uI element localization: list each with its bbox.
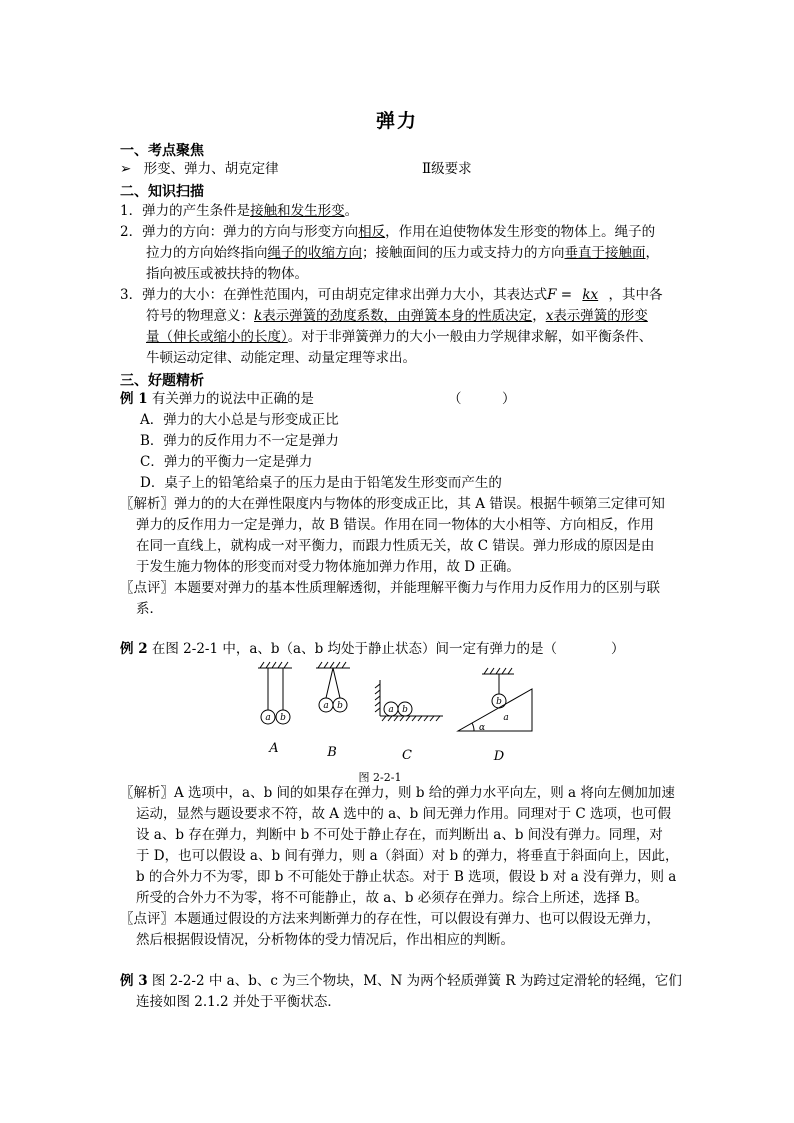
label-b-figA: b (280, 713, 286, 723)
bullet-icon: ➢ (120, 161, 132, 177)
p3-formula-kx: kx (582, 287, 599, 303)
section2-heading: 二、知识扫描 (120, 184, 204, 200)
hatch-a (260, 662, 288, 668)
string-b2 (333, 668, 340, 698)
p3-underlined: 表示弹簧的劲度系数，由弹簧本身的性质决定 (262, 308, 533, 324)
figure-label-a: A (269, 741, 279, 756)
section3-heading: 三、好题精析 (120, 373, 204, 389)
p3-symbol-x: x (545, 308, 554, 324)
example1-analysis-line: 于发生施力物体的形变而对受力物体施加弹力作用，故 D 正确。 (136, 559, 520, 575)
p2-underlined: 垂直于接触面 (564, 245, 646, 261)
example2-analysis-line: 所受的合外力不为零，将不可能静止，故 a、b 必须存在弹力。综合上所述，选择 B。 (136, 890, 648, 906)
example1-label: 例 1 (120, 391, 148, 407)
example1-option-d: D．桌子上的铅笔给桌子的压力是由于铅笔发生形变而产生的 (140, 475, 502, 491)
example1-analysis-line: 〖解析〗弹力的的大在弹性限度内与物体的形变成正比，其 A 错误。根据牛顿第三定律可知 (120, 496, 665, 512)
p3-text: ，其中各 (604, 287, 663, 303)
p1-end: 。 (344, 203, 359, 219)
example1-answer-paren: （ ） (448, 391, 516, 407)
example1-analysis-line: 在同一直线上，就构成一对平衡力，而跟力性质无关，故 C 错误。弹力形成的原因是由 (136, 538, 655, 554)
knowledge-item-3-line4: 牛顿运动定律、动能定理、动量定理等求出。 (146, 350, 416, 366)
example1-question (120, 390, 314, 408)
p2-text: ；接触面间的压力或支持力的方向 (362, 245, 565, 261)
knowledge-item-3-line1 (120, 286, 662, 304)
label-a-figD: a (503, 713, 509, 723)
example1-comment-line: 系． (136, 601, 163, 617)
label-a-figB: a (323, 701, 329, 711)
p2-text: 拉力的方向始终指向 (146, 245, 268, 261)
knowledge-item-2-line1 (120, 223, 655, 241)
example2-analysis-line: 〖解析〗A 选项中，a、b 间的如果存在弹力，则 b 给的弹力水平向左，则 a 将向左侧加加速 (120, 785, 675, 801)
example2-label: 例 2 (120, 641, 148, 657)
figure-caption: 图 2-2-1 (358, 771, 402, 784)
p1-underlined: 接触和发生形变 (250, 203, 345, 219)
figure-label-b: B (327, 745, 337, 760)
example2-analysis-line: 设 a、b 存在弹力，判断中 b 不可处于静止存在，而判断出 a、b 间没有弹力。同理，对 (136, 827, 663, 843)
example2-comment-line: 〖点评〗本题通过假设的方法来判断弹力的存在性，可以假设有弹力、也可以假设无弹力， (120, 911, 660, 927)
label-b-figB: b (337, 701, 343, 711)
example3-line1 (120, 972, 682, 990)
p2-underlined: 相反 (358, 224, 386, 240)
example2-comment-line: 然后根据假设情况，分析物体的受力情况后，作出相应的判断。 (136, 932, 514, 948)
p3-underlined: 表示弹簧的形变 (553, 308, 648, 324)
section1-requirement: Ⅱ级要求 (422, 161, 472, 177)
knowledge-item-2-line2 (146, 244, 659, 262)
p3-formula-f: F (547, 287, 557, 303)
section1-item: 形变、弹力、胡克定律 (143, 161, 279, 177)
example2-analysis-line: 运动，显然与题设要求不符，故 A 选中的 a、b 间无弹力作用。同理对于 C 选项，也可假 (136, 806, 672, 822)
example2-analysis-line: b 的合外力不为零，即 b 不可能处于静止状态。对于 B 选项，假设 b 对 a 没有弹力，则 a (136, 869, 677, 885)
p2-underlined: 绳子的收缩方向 (267, 245, 362, 261)
p3-symbol-k: k (254, 308, 263, 324)
knowledge-item-3-line2 (146, 307, 648, 325)
p1-text: 1．弹力的产生条件是 (120, 203, 251, 219)
example3-label: 例 3 (120, 973, 148, 989)
example1-option-c: C．弹力的平衡力一定是弹力 (140, 454, 313, 470)
example2-analysis-line: 于 D，也可以假设 a、b 间有弹力，则 a（斜面）对 b 的弹力，将垂直于斜面向上，因此， (136, 848, 679, 864)
example2-question (120, 640, 625, 658)
p3-text: 符号的物理意义： (146, 308, 254, 324)
knowledge-item-1 (120, 202, 358, 220)
label-a-figC: a (388, 705, 394, 715)
p3-text: = (556, 287, 577, 303)
example1-analysis-line: 弹力的反作用力一定是弹力，故 B 错误。作用在同一物体的大小相等、方向相反，作用 (136, 517, 655, 533)
p3-text: ， (532, 308, 546, 324)
p2-text: ， (645, 245, 659, 261)
example3-line2: 连接如图 2.1.2 并处于平衡状态． (136, 994, 341, 1010)
example1-text: 有关弹力的说法中正确的是 (151, 391, 314, 407)
example2-text: 在图 2-2-1 中，a、b（a、b 均处于静止状态）间一定有弹力的是（ ） (151, 641, 625, 657)
knowledge-item-2-line3: 指向被压或被扶持的物体。 (146, 266, 308, 282)
p3-underlined: 量（伸长或缩小的长度） (146, 329, 288, 345)
p2-text: 2．弹力的方向：弹力的方向与形变方向 (120, 224, 359, 240)
p2-text: ，作用在迫使物体发生形变的物体上。绳子的 (385, 224, 656, 240)
hatch-d (484, 668, 512, 674)
angle-arc-d (472, 723, 474, 731)
example1-option-a: A．弹力的大小总是与形变成正比 (140, 412, 339, 428)
example1-comment-line: 〖点评〗本题要对弹力的基本性质理解透彻，并能理解平衡力与作用力反作用力的区别与联 (120, 580, 660, 596)
knowledge-item-3-line3 (146, 328, 652, 346)
label-b-figC: b (402, 705, 408, 715)
page-title: 弹力 (375, 110, 418, 132)
angle-label-d: α (478, 723, 486, 733)
figure-2-2-1 (250, 660, 540, 785)
section1-bullet-row (120, 160, 279, 178)
p3-text: 。对于非弹簧弹力的大小一般由力学规律求解，如平衡条件、 (287, 329, 653, 345)
hatch-b (318, 662, 346, 668)
label-a-figA: a (265, 713, 271, 723)
p3-text: 3．弹力的大小：在弹性范围内，可由胡克定律求出弹力大小，其表达式 (120, 287, 548, 303)
string-b1 (326, 668, 333, 698)
label-b-figD: b (496, 697, 502, 707)
example1-option-b: B．弹力的反作用力不一定是弹力 (140, 433, 339, 449)
example3-text: 图 2-2-2 中 a、b、c 为三个物块，M、N 为两个轻质弹簧 R 为跨过定滑轮的轻绳，它们 (151, 973, 682, 989)
section1-heading: 一、考点聚焦 (120, 143, 204, 159)
figure-label-d: D (493, 749, 505, 764)
figure-label-c: C (402, 748, 412, 763)
